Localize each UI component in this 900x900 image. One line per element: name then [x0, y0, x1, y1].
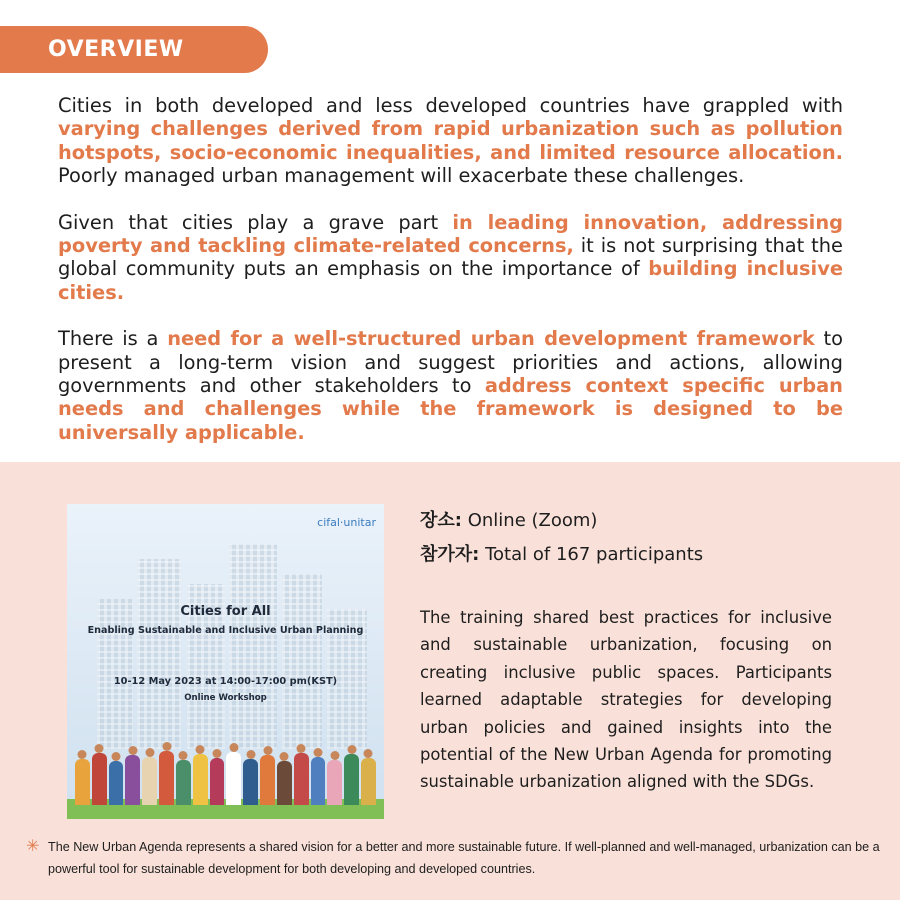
footnote	[26, 836, 892, 880]
asterisk-icon: ✳	[26, 838, 40, 855]
poster-building	[282, 574, 322, 749]
overview-paragraph-1	[58, 94, 843, 188]
event-poster-image	[67, 504, 384, 819]
p3-text-c: to present a long-term vision and suggest priorities and actions, allowing governments and other stakeholders to	[58, 327, 843, 398]
crowd-person	[344, 754, 359, 805]
event-info	[420, 504, 703, 572]
participants-value: Total of 167 participants	[485, 544, 704, 565]
poster-building	[97, 599, 133, 749]
participants-row	[420, 538, 703, 572]
p3-highlight-2: address context specific urban needs and challenges while the framework is designed to be universally applicable.	[58, 374, 843, 444]
p1-text-a: Cities in both developed and less developed countries have grappled with	[58, 94, 843, 117]
venue-row	[420, 504, 703, 538]
overview-paragraph-3	[58, 327, 843, 444]
p2-text-a: Given that cities play a grave part	[58, 210, 453, 234]
crowd-person	[226, 752, 241, 805]
p3-text-a: There is a	[58, 327, 168, 351]
overview-tab	[0, 26, 268, 73]
p1-text-c: Poorly managed urban management will exacerbate these challenges.	[58, 164, 745, 188]
poster-building	[229, 544, 277, 749]
p3-highlight-1: need for a well-structured urban development framework	[167, 327, 815, 351]
participants-label: 참가자:	[420, 544, 480, 565]
venue-value: Online (Zoom)	[467, 510, 598, 531]
crowd-person	[243, 759, 258, 805]
crowd-person	[159, 751, 174, 805]
crowd-person	[109, 761, 124, 805]
poster-subtitle: Enabling Sustainable and Inclusive Urban Planning	[87, 625, 364, 636]
poster-crowd-illustration	[75, 743, 376, 805]
crowd-person	[294, 753, 309, 805]
crowd-person	[92, 753, 107, 805]
crowd-person	[210, 758, 225, 805]
p2-highlight-2: building inclusive cities.	[58, 257, 843, 304]
poster-title: Cities for All	[180, 604, 271, 619]
venue-label: 장소:	[420, 510, 462, 531]
crowd-person	[142, 757, 157, 805]
crowd-person	[277, 761, 292, 805]
crowd-person	[193, 754, 208, 805]
overview-section	[58, 94, 843, 467]
crowd-person	[361, 758, 376, 805]
poster-date: 10-12 May 2023 at 14:00-17:00 pm(KST)	[113, 676, 338, 687]
p1-highlight: varying challenges derived from rapid urbanization such as pollution hotspots, socio-economic inequalities, and limited resource allocation.	[58, 117, 843, 164]
crowd-person	[260, 755, 275, 805]
crowd-person	[125, 755, 140, 805]
p2-highlight-1: in leading innovation, addressing poverty and tackling climate-related concerns,	[58, 210, 843, 258]
crowd-person	[176, 760, 191, 805]
crowd-person	[311, 757, 326, 805]
poster-mode: Online Workshop	[184, 693, 267, 703]
event-panel	[0, 462, 900, 900]
overview-paragraph-2	[58, 211, 843, 305]
overview-tab-label: OVERVIEW	[48, 37, 184, 62]
event-description: The training shared best practices for inclusive and sustainable urbanization, focusing on creating inclusive public spaces. Participants learned adaptable strategies for developing urban policies and gained insights into the potential of the New Urban Agenda for promoting sustainable urbanization aligned with the SDGs.	[420, 608, 832, 792]
cifal-unitar-logo: cifal·unitar	[317, 516, 376, 529]
footnote-text: The New Urban Agenda represents a shared vision for a better and more sustainable future. If well-planned and well-managed, urbanization can be a powerful tool for sustainable development for both developing and developed countries.	[48, 840, 880, 876]
crowd-person	[75, 759, 90, 805]
p2-text-c: it is not surprising that the global community puts an emphasis on the importance of	[58, 234, 843, 281]
crowd-person	[327, 760, 342, 805]
poster-building	[137, 559, 181, 749]
